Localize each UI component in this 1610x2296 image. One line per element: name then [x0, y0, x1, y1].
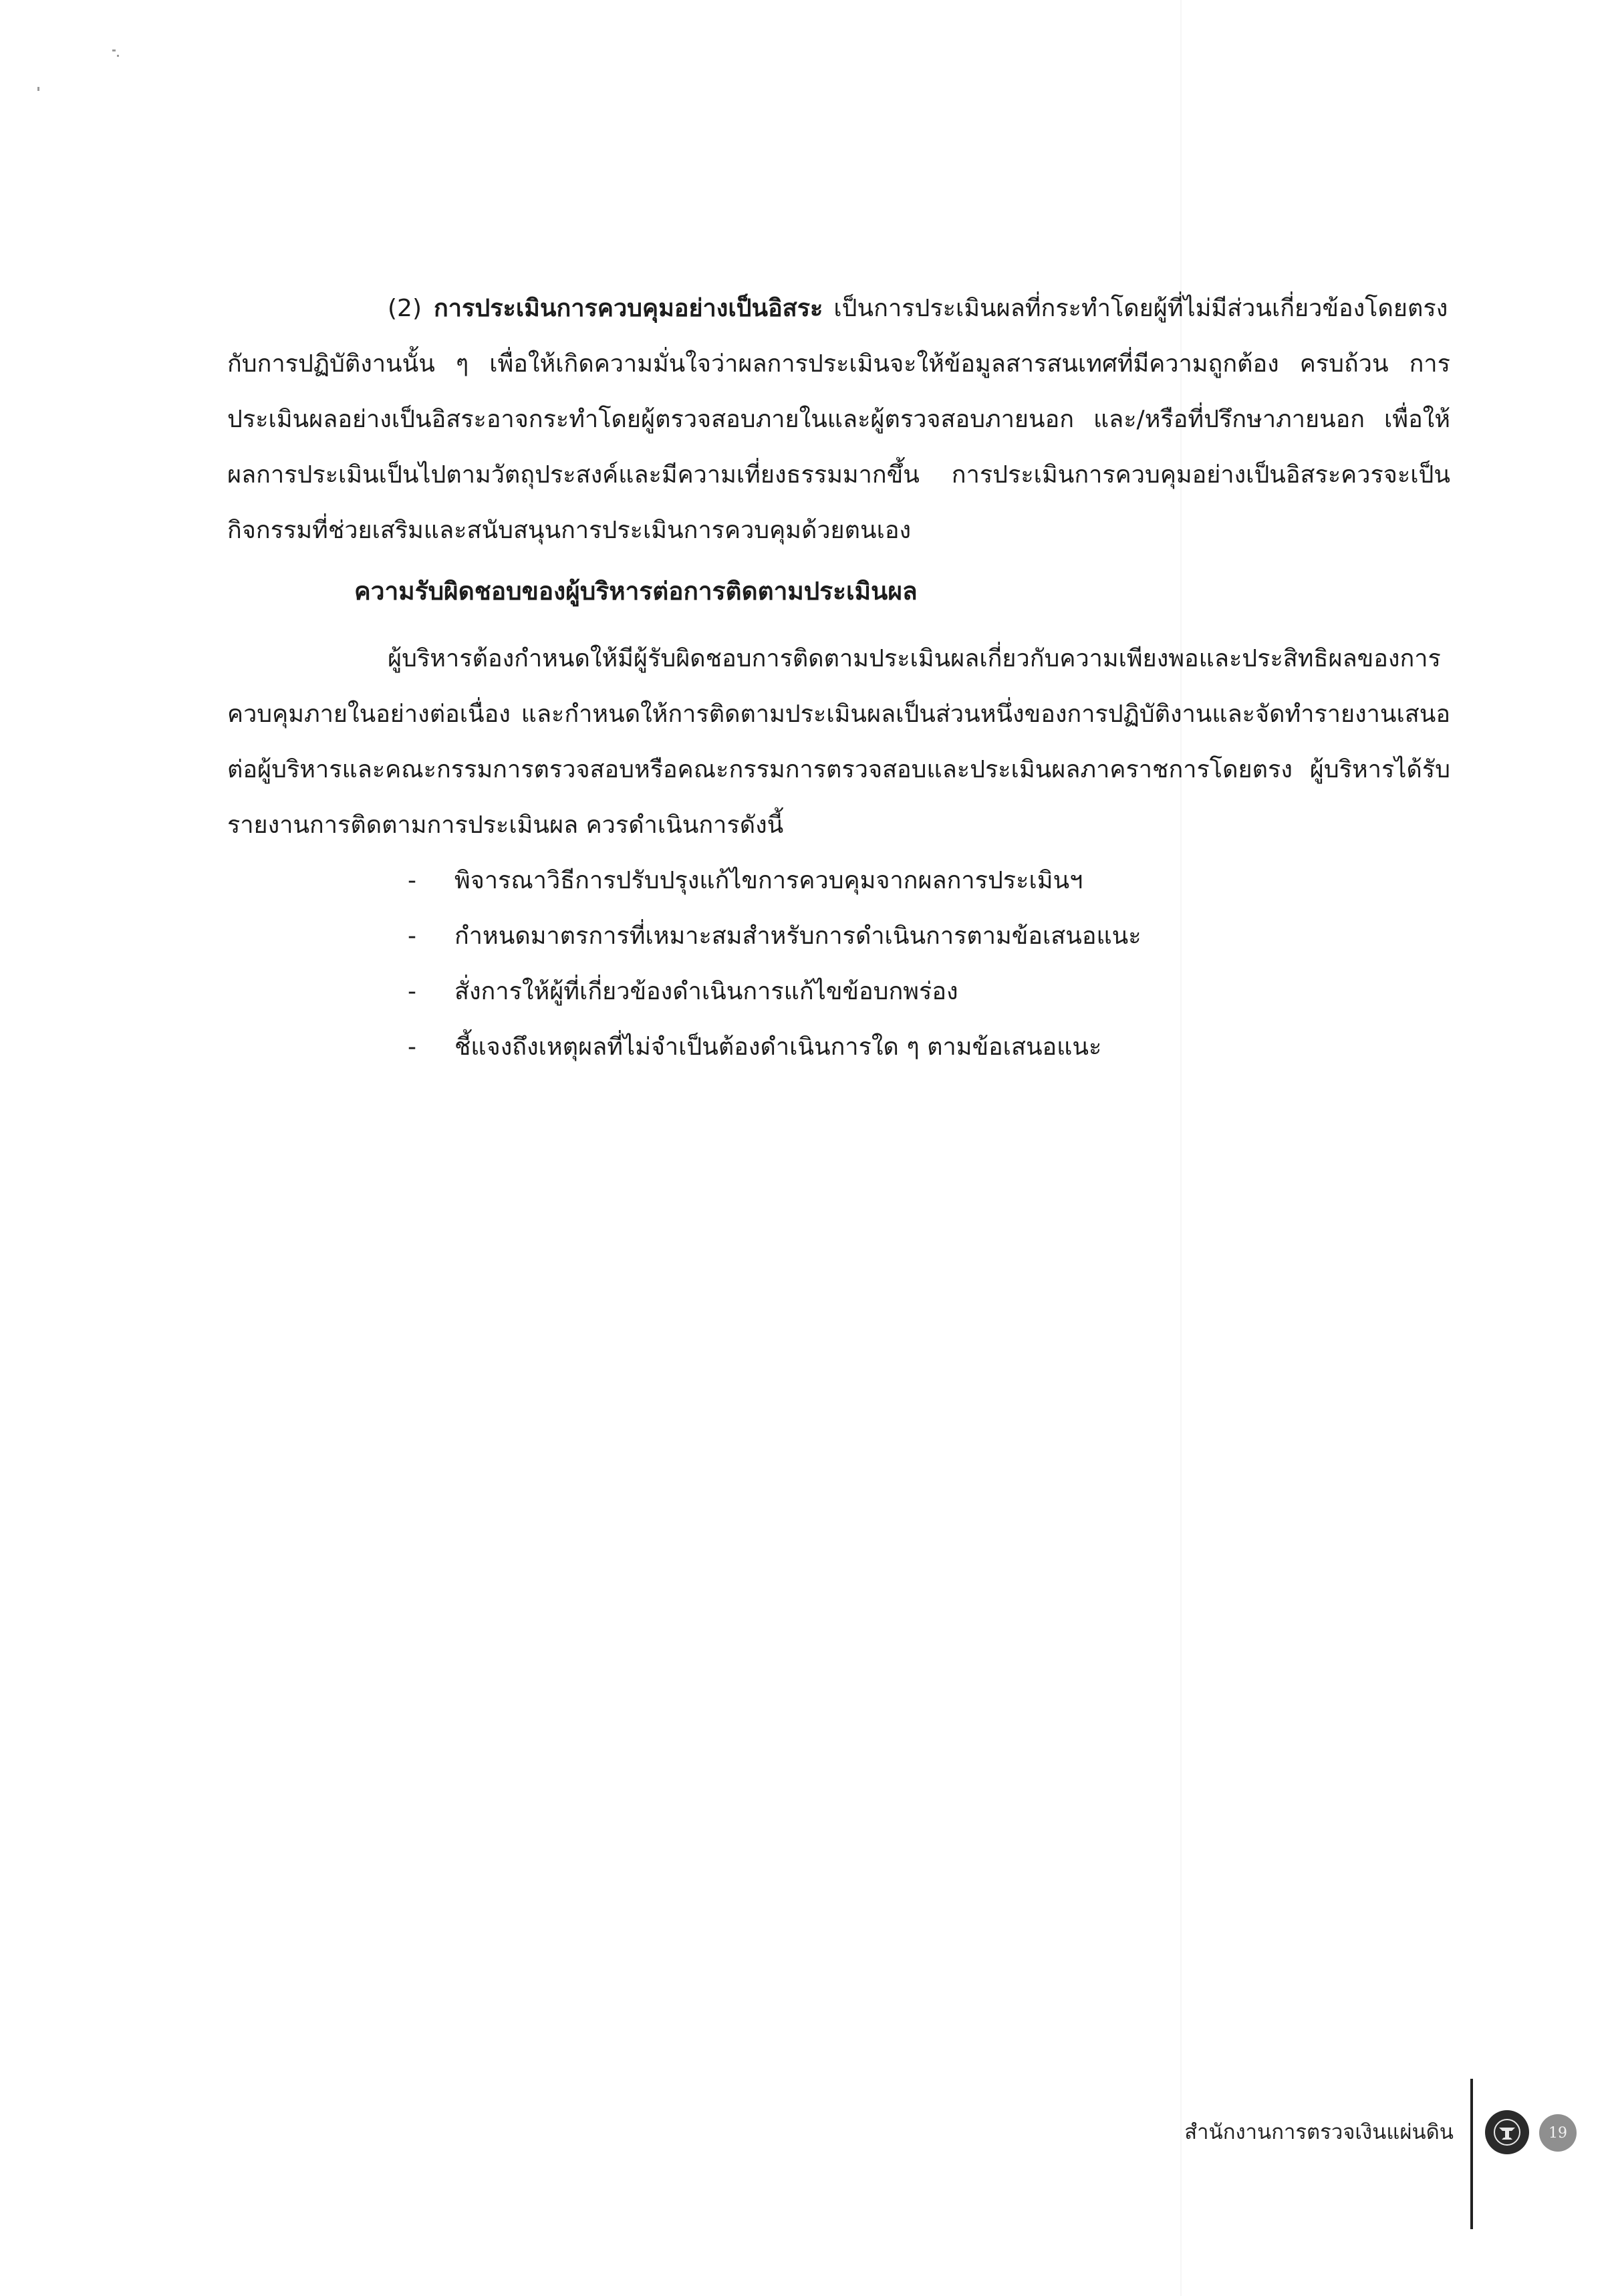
list-item-text: กำหนดมาตรการที่เหมาะสมสำหรับการดำเนินการตามข้อเสนอแนะ: [454, 922, 1142, 950]
list-item-text: พิจารณาวิธีการปรับปรุงแก้ไขการควบคุมจากผลการประเมินฯ: [454, 867, 1083, 894]
bullet-dash: -: [408, 1033, 416, 1061]
paragraph-independent-assessment: [227, 281, 1450, 558]
footer-organization-name: สำนักงานการตรวจเงินแผ่นดิน: [1184, 2120, 1454, 2144]
scan-speck: [112, 49, 116, 51]
footer-divider: [1470, 2079, 1473, 2229]
paragraph-body: เป็นการประเมินผลที่กระทำโดยผู้ที่ไม่มีส่วนเกี่ยวข้องโดยตรงกับการปฏิบัติงานนั้น ๆ เพื่อให้เกิดความมั่นใจว่าผลการประเมินจะให้ข้อมูลสารสนเทศที่มีความถูกต้อง ครบถ้วน การประเมินผลอย่างเป็นอิสระอาจกระทำโดยผู้ตรวจสอบภายในและผู้ตรวจสอบภายนอก และ/หรือที่ปรึกษาภายนอก เพื่อให้ผลการประเมินเป็นไปตามวัตถุประสงค์และมีความเที่ยงธรรมมากขึ้น การประเมินการควบคุมอย่างเป็นอิสระควรจะเป็นกิจกรรมที่ช่วยเสริมและสนับสนุนการประเมินการควบคุมด้วยตนเอง: [227, 295, 1450, 544]
bullet-dash: -: [408, 867, 416, 894]
list-item: [227, 908, 1450, 964]
scan-speck: [117, 55, 119, 57]
list-item-text: สั่งการให้ผู้ที่เกี่ยวข้องดำเนินการแก้ไขข้อบกพร่อง: [454, 978, 958, 1005]
paragraph-number: (2): [388, 295, 422, 322]
section-heading: ความรับผิดชอบของผู้บริหารต่อการติดตามประเมินผล: [354, 577, 918, 606]
bullet-dash: -: [408, 978, 416, 1005]
paragraph-management-responsibility: ผู้บริหารต้องกำหนดให้มีผู้รับผิดชอบการติดตามประเมินผลเกี่ยวกับความเพียงพอและประสิทธิผลของการควบคุมภายในอย่างต่อเนื่อง และกำหนดให้การติดตามประเมินผลเป็นส่วนหนึ่งของการปฏิบัติงานและจัดทำรายงานเสนอต่อผู้บริหารและคณะกรรมการตรวจสอบหรือคณะกรรมการตรวจสอบและประเมินผลภาคราชการโดยตรง ผู้บริหารได้รับรายงานการติดตามการประเมินผล ควรดำเนินการดังนี้: [227, 645, 1450, 839]
scan-speck: [37, 87, 39, 91]
action-list: [227, 853, 1450, 1075]
list-item: [227, 964, 1450, 1019]
list-item: [227, 853, 1450, 908]
list-item: [227, 1019, 1450, 1075]
oag-emblem-icon: [1485, 2110, 1529, 2154]
body-content: [227, 281, 1450, 1075]
list-item-text: ชี้แจงถึงเหตุผลที่ไม่จำเป็นต้องดำเนินการใด ๆ ตามข้อเสนอแนะ: [454, 1033, 1102, 1061]
paragraph-lead-term: การประเมินการควบคุมอย่างเป็นอิสระ: [434, 295, 823, 322]
bullet-dash: -: [408, 922, 416, 950]
page-number-badge: 19: [1539, 2114, 1577, 2152]
